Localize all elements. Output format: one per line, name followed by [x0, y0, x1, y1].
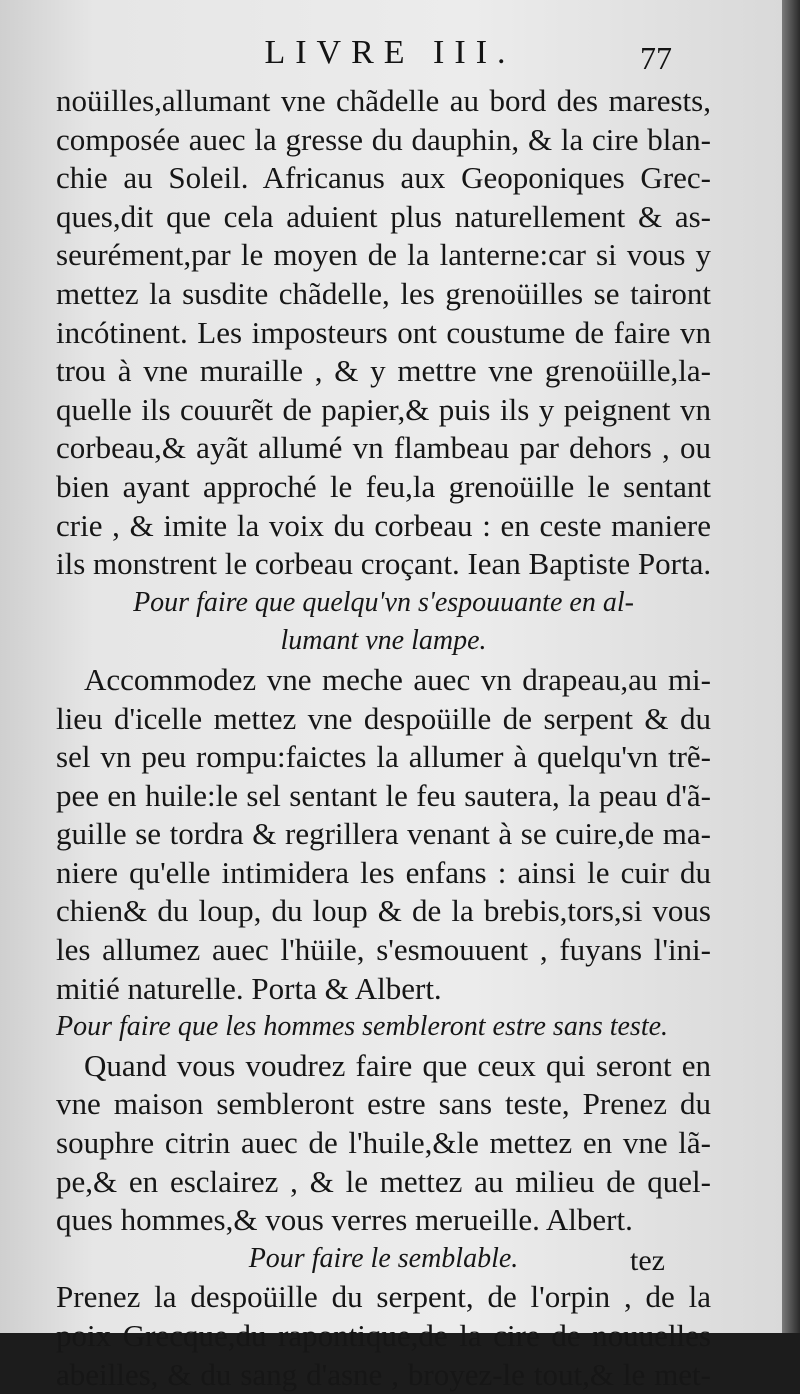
text-line: crie , & imite la voix du corbeau : en ceste maniere [56, 507, 711, 543]
text-line: ques hommes,& vous verres merueille. Albert. [56, 1202, 633, 1238]
paragraph-text [56, 1278, 711, 1394]
text-line: pe,& en esclairez , & le mettez au milieu de quel- [56, 1163, 711, 1199]
text-line: noüilles,allumant vne chãdelle au bord des marests, [56, 83, 711, 118]
text-line: seurément,par le moyen de la lanterne:car si vous y [56, 237, 711, 273]
running-head: LIVRE III. [264, 34, 516, 71]
text-line: vne maison sembleront estre sans teste, Prenez du [56, 1086, 711, 1122]
section-heading [56, 1240, 711, 1279]
text-line: les allumez auec l'hüile, s'esmouuent , fuyans l'ini- [56, 932, 711, 968]
heading-line: lumant vne lampe. [280, 625, 487, 657]
text-line: ques,dit que cela aduient plus naturellement & as- [56, 198, 711, 234]
heading-line: Pour faire que quelqu'vn s'espouuante en al- [133, 586, 634, 618]
paragraph-text [56, 661, 711, 1008]
paragraph-text [56, 1047, 711, 1240]
text-line: poix Grecque,du rapontique,de la cire de nouuelles [56, 1318, 711, 1353]
paragraph-text [56, 82, 711, 584]
text-line: souphre citrin auec de l'huile,&le mettez en vne lã- [56, 1125, 711, 1161]
page-body [56, 82, 711, 1394]
heading-line: Pour faire le semblable. [248, 1242, 519, 1274]
text-line: corbeau,& ayãt allumé vn flambeau par dehors , ou [56, 430, 711, 466]
section-heading [56, 1008, 711, 1047]
text-line: guille se tordra & regrillera venant à se cuire,de ma- [56, 816, 711, 852]
text-line: Prenez la despoüille du serpent, de l'orpin , de la [56, 1279, 711, 1315]
text-line: ils monstrent le corbeau croçant. Iean Baptiste Porta. [56, 546, 712, 582]
text-line: incótinent. Les imposteurs ont coustume de faire vn [56, 314, 711, 350]
catchword: tez [630, 1244, 665, 1277]
page-number: 77 [640, 40, 672, 76]
text-line: abeilles, & du sang d'asne , broyez-le tout,& le met- [56, 1356, 711, 1392]
text-line: quelle ils couurẽt de papier,& puis ils y peignent vn [56, 391, 711, 427]
text-line: trou à vne muraille , & y mettre vne grenoüille,la- [56, 353, 711, 389]
text-line: Accommodez vne meche auec vn drapeau,au mi- [84, 661, 711, 697]
text-line: pee en huile:le sel sentant le feu sautera, la peau d'ã- [56, 777, 711, 813]
page-edge-shadow [782, 0, 800, 1333]
text-line: chie au Soleil. Africanus aux Geoponiques Grec- [56, 160, 711, 196]
text-line: sel vn peu rompu:faictes la allumer à quelqu'vn trẽ- [56, 739, 711, 775]
text-line: niere qu'elle intimidera les enfans : ainsi le cuir du [56, 854, 711, 890]
text-line: chien& du loup, du loup & de la brebis,tors,si vous [56, 893, 711, 929]
section-heading [56, 584, 711, 661]
text-line: mitié naturelle. Porta & Albert. [56, 970, 442, 1006]
text-line: composée auec la gresse du dauphin, & la cire blan- [56, 121, 711, 157]
text-line: Quand vous voudrez faire que ceux qui seront en [84, 1047, 711, 1083]
text-line: bien ayant approché le feu,la grenoüille le sentant [56, 468, 711, 504]
heading-line: Pour faire que les hommes sembleront estre sans teste. [56, 1011, 669, 1043]
text-line: lieu d'icelle mettez vne despoüille de serpent & du [56, 700, 711, 736]
text-line: mettez la susdite chãdelle, les grenoüilles se tairont [56, 275, 711, 311]
